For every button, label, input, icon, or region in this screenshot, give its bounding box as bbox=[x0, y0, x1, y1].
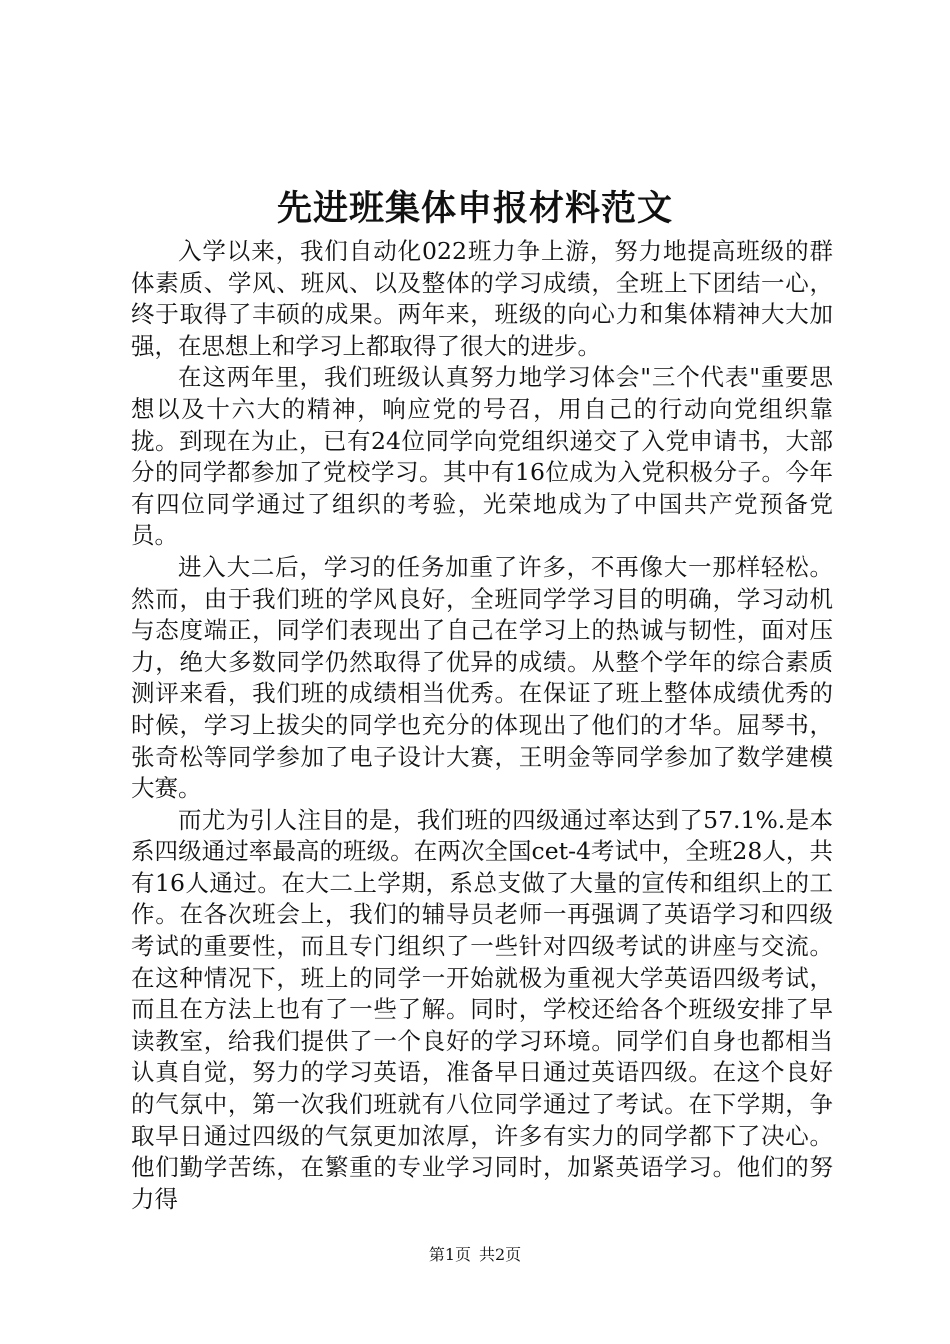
body-paragraph: 入学以来，我们自动化022班力争上游，努力地提高班级的群体素质、学风、班风、以及整体的学习成绩，全班上下团结一心，终于取得了丰硕的成果。两年来，班级的向心力和集体精神大大加强，在思想上和学习上都取得了很大的进步。 bbox=[131, 237, 833, 360]
page-number-current: 第1页 bbox=[428, 1245, 471, 1264]
page-number-total: 共2页 bbox=[479, 1245, 522, 1264]
page-footer bbox=[0, 1244, 950, 1266]
body-paragraph: 在这两年里，我们班级认真努力地学习体会"三个代表"重要思想以及十六大的精神，响应党的号召，用自己的行动向党组织靠拢。到现在为止，已有24位同学向党组织递交了入党申请书，大部分的同学都参加了党校学习。其中有16位成为入党积极分子。今年有四位同学通过了组织的考验，光荣地成为了中国共产党预备党员。 bbox=[131, 363, 833, 550]
body-paragraph: 进入大二后，学习的任务加重了许多，不再像大一那样轻松。然而，由于我们班的学风良好，全班同学学习目的明确，学习动机与态度端正，同学们表现出了自己在学习上的热诚与韧性，面对压力，绝大多数同学仍然取得了优异的成绩。从整个学年的综合素质测评来看，我们班的成绩相当优秀。在保证了班上整体成绩优秀的时候，学习上拔尖的同学也充分的体现出了他们的才华。屈琴书，张奇松等同学参加了电子设计大赛，王明金等同学参加了数学建模大赛。 bbox=[131, 552, 833, 803]
document-title: 先进班集体申报材料范文 bbox=[276, 188, 673, 229]
document-body bbox=[131, 236, 833, 1215]
body-paragraph: 而尤为引人注目的是，我们班的四级通过率达到了57.1%.是本系四级通过率最高的班级。在两次全国cet-4考试中，全班28人，共有16人通过。在大二上学期，系总支做了大量的宣传和组织上的工作。在各次班会上，我们的辅导员老师一再强调了英语学习和四级考试的重要性，而且专门组织了一些针对四级考试的讲座与交流。在这种情况下，班上的同学一开始就极为重视大学英语四级考试，而且在方法上也有了一些了解。同时，学校还给各个班级安排了早读教室，给我们提供了一个良好的学习环境。同学们自身也都相当认真自觉，努力的学习英语，准备早日通过英语四级。在这个良好的气氛中，第一次我们班就有八位同学通过了考试。在下学期，争取早日通过四级的气氛更加浓厚，许多有实力的同学都下了决心。他们勤学苦练，在繁重的专业学习同时，加紧英语学习。他们的努力得 bbox=[131, 805, 833, 1213]
